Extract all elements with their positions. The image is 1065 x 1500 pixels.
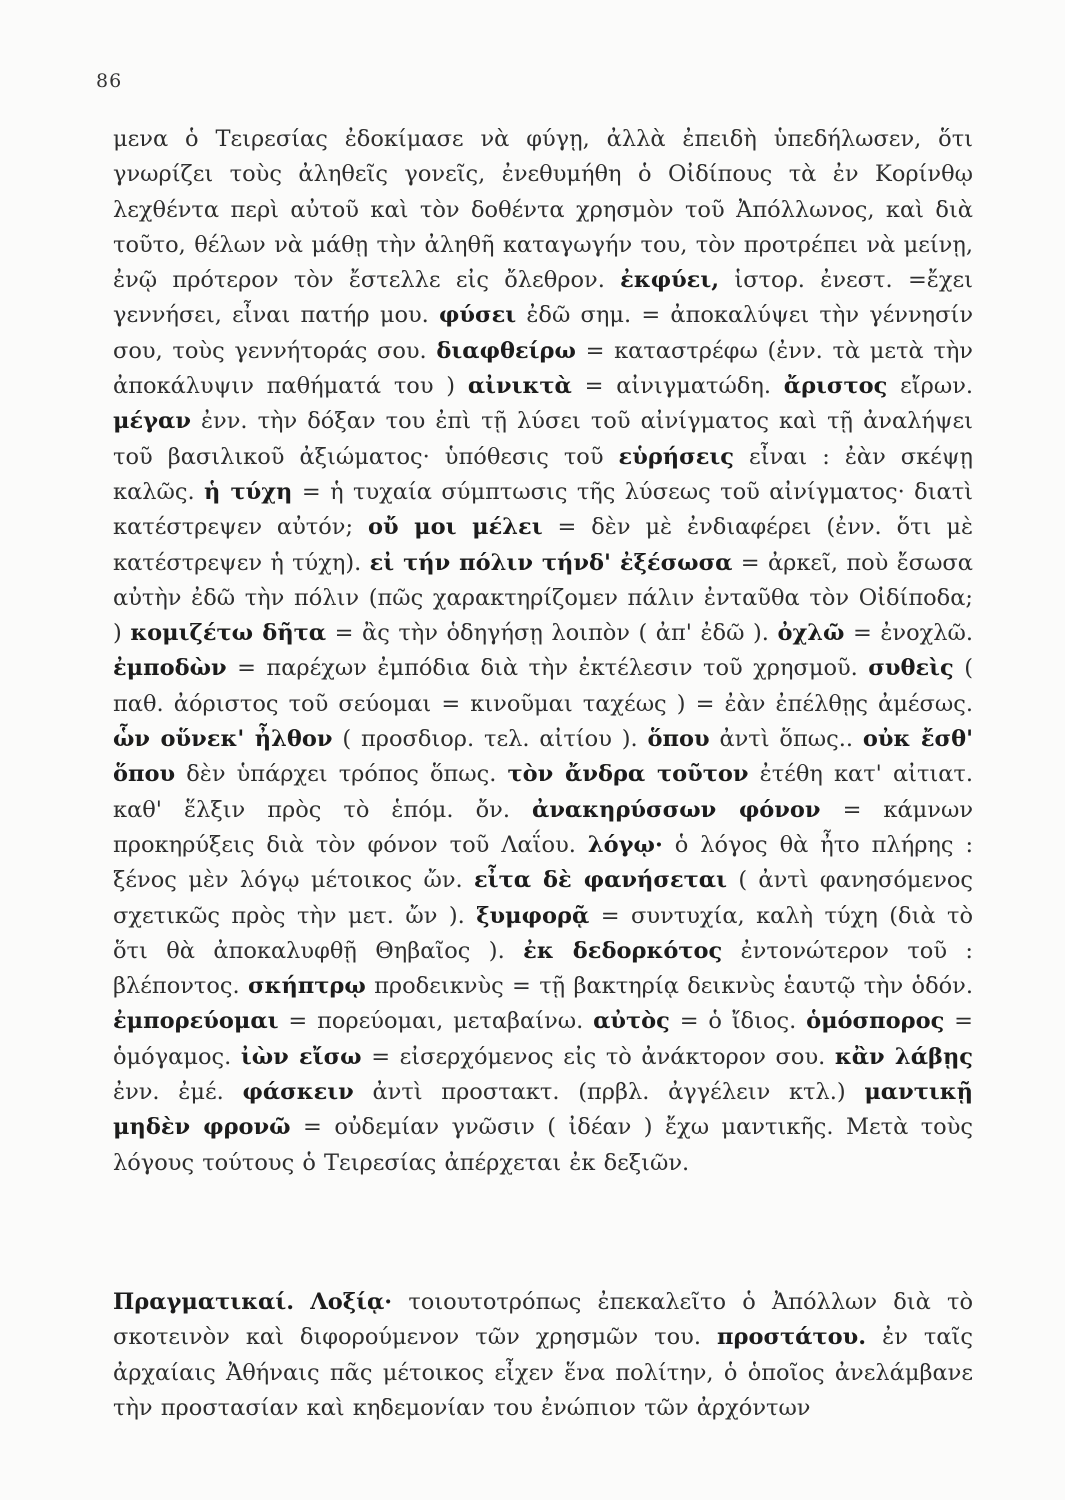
commentary-headword: τὸν ἄνδρα τοῦτον [507,761,749,788]
commentary-headword: εἶτα δὲ φανήσεται [474,867,727,894]
commentary-headword: συθεὶς [868,655,954,682]
commentary-headword: φύσει [439,302,517,329]
commentary-gloss-text: = ἂς τὴν ὁδηγήσῃ λοιπὸν ( ἀπ' ἐδῶ ). [334,620,769,647]
commentary-gloss-text: = παρέχων ἐμπόδια διὰ τὴν ἐκτέλεσιν τοῦ χρησμοῦ. [237,655,858,682]
commentary-gloss-text: ( παθ. ἀόριστος τοῦ σεύομαι = κινοῦμαι ταχέως ) = ἐὰν ἐπέλθῃς ἀμέσως. [113,655,973,717]
commentary-headword: ὁμόσπορος [806,1008,945,1035]
commentary-headword: εἰ τήν πόλιν τήνδ' ἐξέσωσα [369,549,733,576]
commentary-gloss-text: προδεικνὺς = τῇ βακτηρίᾳ δεικνὺς ἑαυτῷ τὴν ὁδόν. [374,973,973,1000]
practical-headword: Λοξίᾳ· [310,1289,393,1315]
commentary-headword: μαντικῇ μηδὲν φρονῶ [113,1079,973,1141]
commentary-gloss-text: = κάμνων προκηρύξεις διὰ τὸν φόνον τοῦ Λαΐου. [113,796,974,858]
commentary-headword: ἐκφύει, [620,267,720,294]
commentary-headword: οὔ μοι μέλει [367,514,543,541]
commentary-headword: ὧν οὕνεκ' ἦλθον [113,726,333,753]
commentary-headword: ἄριστος [783,373,888,400]
commentary-gloss-text: = ὁμόγαμος. [113,1008,973,1070]
commentary-gloss-text: = συντυχία, καλὴ τύχη (διὰ τὸ ὅτι θὰ ἀποκαλυφθῇ Θηβαῖος ). [113,902,974,964]
commentary-gloss-text: = ἡ τυχαία σύμπτωσις τῆς λύσεως τοῦ αἰνίγματος· διατὶ κατέστρεψεν αὐτόν; [113,478,973,541]
commentary-headword: ἀνακηρύσσων φόνον [532,796,821,823]
commentary-gloss-text: ἐντονώτερον τοῦ : βλέποντος. [113,937,973,1000]
commentary-gloss-text: ἐδῶ σημ. = ἀποκαλύψει τὴν γέννησίν σου, τοὺς γεννήτοράς σου. [113,302,974,364]
commentary-gloss-text: μενα ὁ Τειρεσίας ἐδοκίμασε νὰ φύγῃ, ἀλλὰ ἐπειδὴ ὑπεδήλωσεν, ὅτι γνωρίζει τοὺς ἀληθεῖς γονεῖς, ἐνεθυμήθη ὁ Οἰδίπους τὰ ἐν Κορίνθῳ λεχθέντα περὶ αὐτοῦ καὶ τὸν δοθέντα χρησμὸν τοῦ Ἀπόλλωνος, καὶ διὰ τοῦτο, θέλων νὰ μάθῃ τὴν ἀληθῆ καταγωγήν του, τὸν προτρέπει νὰ μείνῃ, ἐνῷ πρότερον τὸν ἔστελλε εἰς ὄλεθρον. [113,126,973,294]
commentary-gloss-text: = καταστρέφω (ἐνν. τὰ μετὰ τὴν ἀποκάλυψιν παθήματά του ) [113,337,973,400]
commentary-gloss-text: ἱστορ. ἐνεστ. =ἔχει γεννήσει, εἶναι πατήρ μου. [113,267,973,329]
commentary-headword: ἐμποδὼν [113,655,227,682]
commentary-headword: ἡ τύχη [204,478,293,505]
commentary-headword: ἐκ δεδορκότος [523,937,723,964]
practical-notes-paragraph [113,1285,973,1426]
commentary-headword: ξυμφορᾷ [476,902,590,929]
commentary-gloss-text: ὁ λόγος θὰ ἦτο πλήρης : ξένος μὲν λόγῳ μέτοικος ὤν. [113,831,974,894]
commentary-headword: κἂν λάβῃς [834,1043,974,1070]
commentary-headword: οὐκ ἔσθ' ὅπου [113,726,974,788]
commentary-headword: ἰὼν εἴσω [240,1043,362,1070]
commentary-gloss-text: = ὁ ἴδιος. [679,1008,797,1035]
page-number: 86 [96,70,123,92]
commentary-paragraph [113,122,973,1181]
commentary-headword: κομιζέτω δῆτα [130,620,327,647]
practical-headword: προστάτου. [717,1324,867,1351]
commentary-gloss-text: = οὐδεμίαν γνῶσιν ( ἰδέαν ) ἔχω μαντικῆς. Μετὰ τοὺς λόγους τούτους ὁ Τειρεσίας ἀπέρχεται ἐκ δεξιῶν. [113,1114,974,1176]
commentary-gloss-text: = ἀρκεῖ, ποὺ ἔσωσα αὐτὴν ἐδῶ τὴν πόλιν (πῶς χαρακτηρίζομεν πάλιν ἐνταῦθα τὸν Οἰδίποδα; ) [113,549,973,647]
practical-headword: Πραγματικαί. [113,1289,295,1315]
commentary-headword: αὐτὸς [593,1008,670,1035]
commentary-headword: φάσκειν [242,1079,354,1106]
commentary-headword: λόγῳ· [587,831,663,858]
commentary-gloss-text: εἴρων. [900,373,974,400]
commentary-gloss-text: = εἰσερχόμενος εἰς τὸ ἀνάκτορον σου. [371,1043,826,1070]
commentary-headword: μέγαν [113,408,191,435]
commentary-gloss-text: ἀντὶ ὅπως.. [719,726,854,753]
commentary-gloss-text: = ἐνοχλῶ. [852,620,974,647]
practical-gloss-text: ἐν ταῖς ἀρχαίαις Ἀθήναις πᾶς μέτοικος εἶχεν ἕνα πολίτην, ὁ ὁποῖος ἀνελάμβανε τὴν προστασίαν καὶ κηδεμονίαν του ἐνώπιον τῶν ἀρχόντων [113,1324,973,1421]
commentary-headword: διαφθείρω [436,337,576,364]
commentary-gloss-text: ( ἀντὶ φανησόμενος σχετικῶς πρὸς τὴν μετ. ὤν ). [113,867,974,929]
commentary-headword: σκήπτρῳ [248,973,366,1000]
commentary-gloss-text: δὲν ὑπάρχει τρόπος ὅπως. [186,761,497,788]
commentary-gloss-text: ἐνν. ἐμέ. [113,1079,224,1106]
commentary-gloss-text: ἐτέθη κατ' αἰτιατ. καθ' ἕλξιν πρὸς τὸ ἑπόμ. ὄν. [113,761,974,823]
commentary-headword: ὀχλῶ [777,620,845,647]
commentary-headword: ἐμπορεύομαι [113,1008,279,1035]
commentary-gloss-text: = αἰνιγματώδη. [584,373,771,400]
commentary-headword: αἰνικτὰ [467,373,572,400]
commentary-headword: εὑρήσεις [618,443,734,470]
commentary-headword: ὅπου [647,726,710,753]
commentary-gloss-text: ( προσδιορ. τελ. αἰτίου ). [342,726,638,753]
commentary-gloss-text: = δὲν μὲ ἐνδιαφέρει (ἐνν. ὅτι μὲ κατέστρεψεν ἡ τύχη). [113,514,974,576]
commentary-gloss-text: = πορεύομαι, μεταβαίνω. [288,1008,584,1035]
commentary-gloss-text: εἶναι : ἐὰν σκέψῃ καλῶς. [113,443,973,505]
commentary-gloss-text: ἐνν. τὴν δόξαν του ἐπὶ τῇ λύσει τοῦ αἰνίγματος καὶ τῇ ἀναλήψει τοῦ βασιλικοῦ ἀξιώματος· ὑπόθεσις τοῦ [113,408,973,470]
commentary-gloss-text: ἀντὶ προστακτ. (πρβλ. ἀγγέλειν κτλ.) [372,1079,846,1106]
practical-gloss-text: τοιουτοτρόπως ἐπεκαλεῖτο ὁ Ἀπόλλων διὰ τὸ σκοτεινὸν καὶ διφορούμενον τῶν χρησμῶν του. [113,1289,974,1351]
